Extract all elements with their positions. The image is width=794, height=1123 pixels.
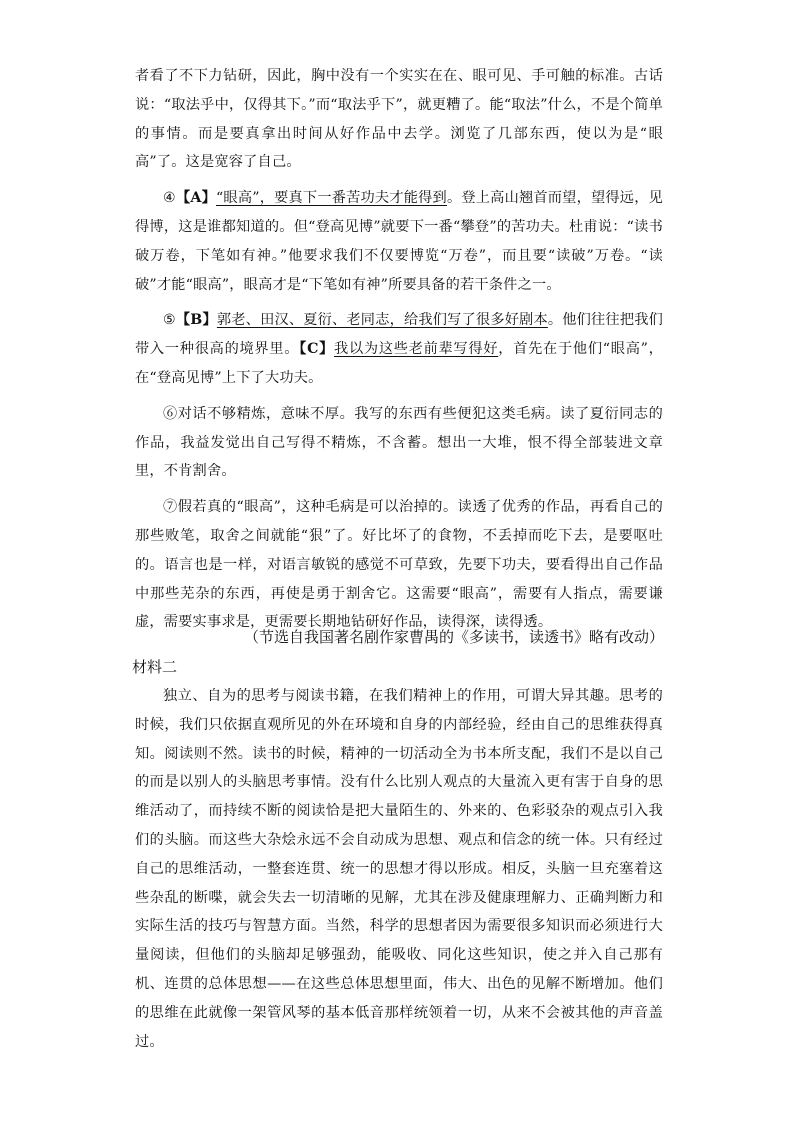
paragraph-5-number: ⑤ bbox=[163, 312, 176, 329]
material-two-section bbox=[135, 682, 663, 1056]
material-two-heading: 材料二 bbox=[132, 659, 178, 676]
paragraph-5-text-end: ，首先在于他们“眼高”，在“登高见博”上下了大功夫。 bbox=[135, 341, 664, 386]
paragraph-7: ⑦假若真的“眼高”，这种毛病是可以治掉的。读透了优秀的作品，再看自己的那些败笔，取舍之间就能“狠”了。好比坏了的食物，不丢掉而吃下去，是要呕吐的。语言也是一样，对语言敏锐的感觉不可草致，先要下功夫，要看得出自己作品中那些芜杂的东西，再使是勇于割舍它。这需要“眼高”，需要有人指点，需要谦虚，需要实事求是，更需要长期地钻研好作品，读得深，读得透。 bbox=[135, 499, 663, 631]
paragraph-4-number: ④ bbox=[163, 190, 176, 207]
paragraph-5 bbox=[135, 306, 663, 392]
marker-a: 【A】 bbox=[175, 190, 216, 207]
paragraph-6: ⑥对话不够精炼，意味不厚。我写的东西有些便犯这类毛病。读了夏衍同志的作品，我益发觉出自己写得不精炼，不含蓄。想出一大堆，恨不得全部装进文章里，不肯割舍。 bbox=[135, 405, 663, 480]
underlined-sentence-c: 我以为这些老前辈写得好 bbox=[334, 341, 499, 358]
marker-c: 【C】 bbox=[299, 341, 335, 358]
material-two-paragraph: 独立、自为的思考与阅读书籍，在我们精神上的作用，可谓大异其趣。思考的时候，我们只依据直观所见的外在环境和自身的内部经验，经由自己的思维获得真知。阅读则不然。读书的时候，精神的一切活动全为书本所支配，我们不是以自己的而是以别人的头脑思考事情。没有什么比别人观点的大量流入更有害于自身的思维活动了，而持续不断的阅读恰是把大量陌生的、外来的、色彩驳杂的观点引入我们的头脑。而这些大杂烩永远不会自动成为思想、观点和信念的统一体。只有经过自己的思维活动，一整套连贯、统一的思想才得以形成。相反，头脑一旦充塞着这些杂乱的断喋，就会失去一切清晰的见解，尤其在涉及健康理解力、正确判断力和实际生活的技巧与智慧方面。当然，科学的思想者因为需要很多知识而必须进行大量阅读，但他们的头脑却足够强劲，能吸收、同化这些知识，使之并入自己那有机、连贯的总体思想——在这些总体思想里面，伟大、出色的见解不断增加。他们的思维在此就像一架管风琴的基本低音那样统领着一切，从来不会被其他的声音盖过。 bbox=[135, 688, 663, 1050]
paragraph-4 bbox=[135, 184, 663, 299]
source-note: （节选自我国著名剧作家曹禺的《多读书，读透书》略有改动） bbox=[243, 629, 664, 646]
paragraph-continued: 者看了不下力钻研，因此，胸中没有一个实实在在、眼可见、手可触的标准。古话说：“取法乎中，仅得其下。”而“取法乎下”，就更糟了。能“取法”什么，不是个简单的事情。而是要真拿出时间从好作品中去学。浏览了几部东西，使以为是“眼高”了。这是宽容了自己。 bbox=[135, 68, 663, 171]
marker-b: 【B】 bbox=[175, 312, 217, 329]
material-one-section bbox=[135, 62, 663, 637]
paragraph-5-text-middle: 。他们往往把我们带入一种很高的境界里。 bbox=[135, 312, 663, 358]
paragraph-4-text: 。登上高山翘首而望，望得远，见得博，这是谁都知道的。但“登高见博”就要下一番“攀登”的苦功夫。杜甫说：“读书破万卷，下笔如有神。”他要求我们不仅要博览“万卷”，而且要“读破”万卷。“读破”才能“眼高”，眼高才是“下笔如有神”所要具备的若干条件之一。 bbox=[135, 190, 663, 293]
underlined-sentence-a: “眼高”，要真下一番苦功夫才能得到 bbox=[215, 190, 447, 207]
underlined-sentence-b: 郭老、田汉、夏衍、老同志，给我们写了很多好剧本 bbox=[216, 312, 548, 329]
